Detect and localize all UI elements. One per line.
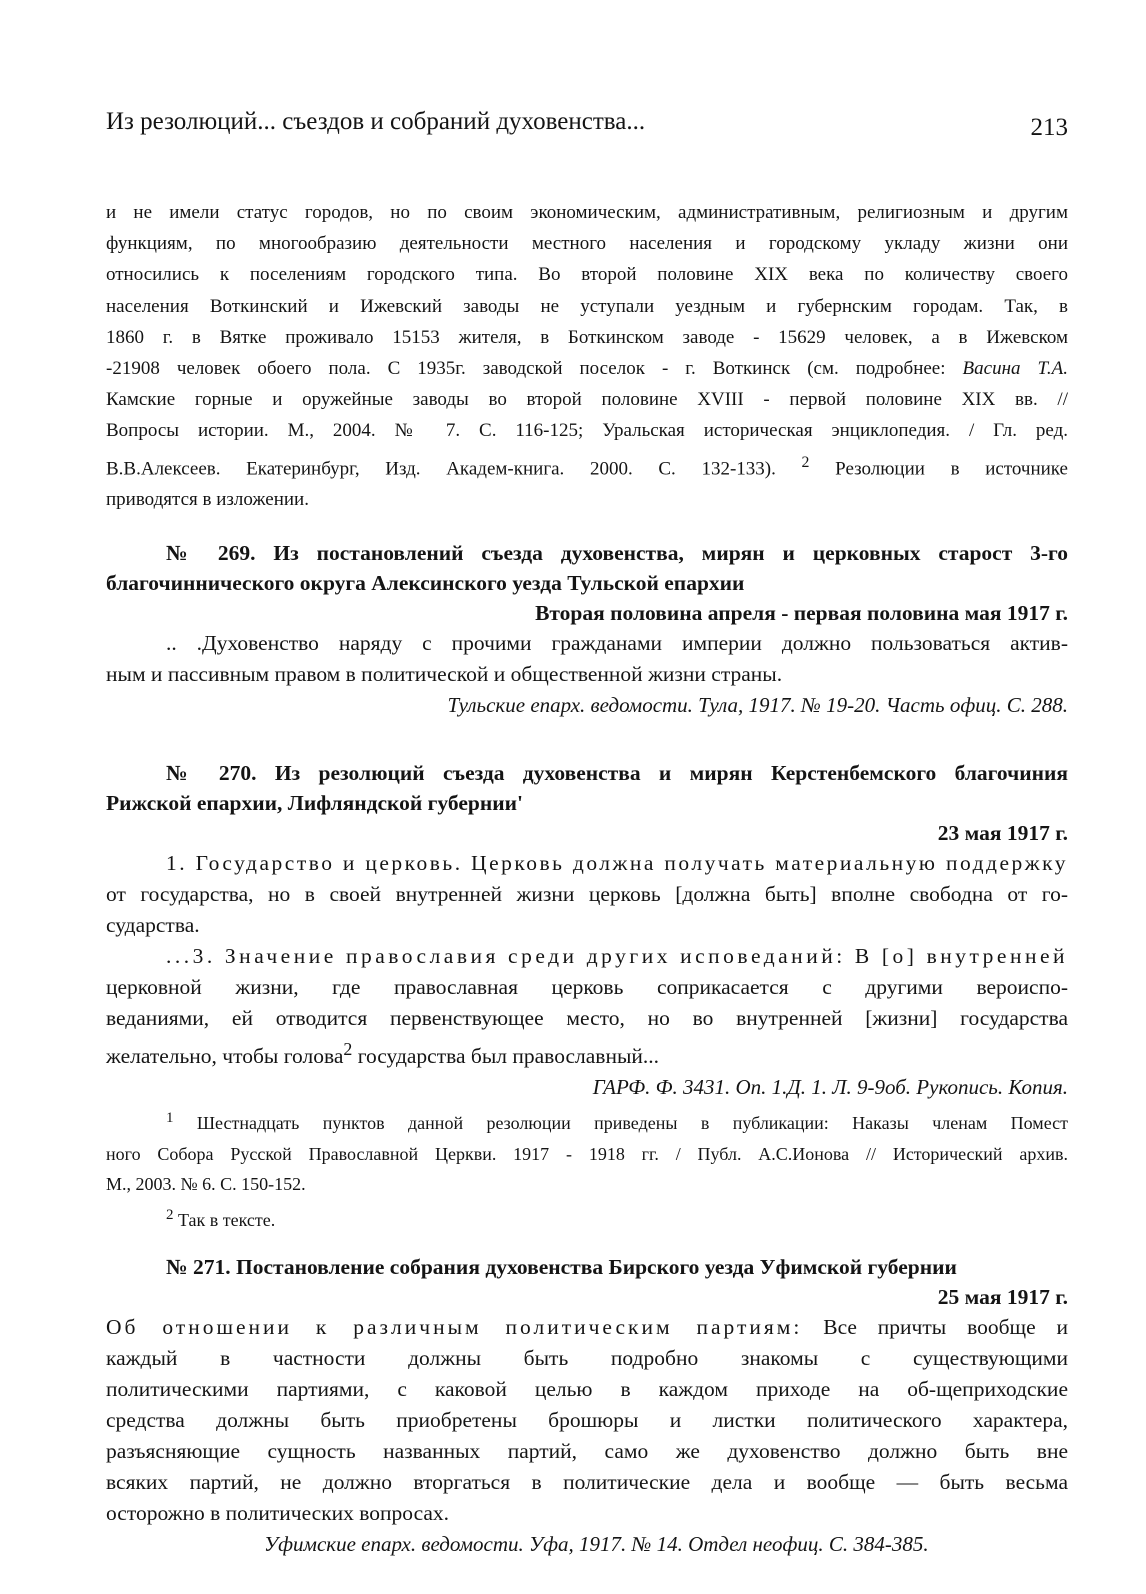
heading-line: Рижской епархии, Лифляндской губернии' — [106, 791, 523, 815]
text-line: 1860 г. в Вятке проживало 15153 жителя, в Боткинском заводе - 15629 человек, а в Ижевском — [106, 326, 1068, 348]
footnote-text: Шестнадцать пунктов данной резолюции приведены в публикации: Наказы членам Помест — [173, 1113, 1068, 1134]
footnote-marker: 2 — [801, 453, 810, 471]
document-body — [106, 848, 1068, 1072]
footnote-line: М., 2003. № 6. С. 150-152. — [106, 1174, 306, 1195]
text-line: Вопросы истории. М., 2004. № 7. С. 116-125; Уральская историческая энциклопедия. / Гл. ред. — [106, 420, 1068, 442]
text-line: функциям, по многообразию деятельности местного населения и городскому укладу жизни они — [106, 233, 1068, 255]
footnote-line — [106, 1200, 1068, 1236]
document-heading — [106, 1252, 1068, 1312]
heading-line: № 270. Из резолюций съезда духовенства и мирян Керстенбемского благочиния — [166, 761, 1068, 785]
body-line: ...3. Значение православия среди других исповеданий: В [о] внутренней — [166, 944, 1068, 968]
body-line: ным и пассивным правом в политической и общественной жизни страны. — [106, 662, 783, 686]
text-line: Камские горные и оружейные заводы во второй половине XVIII - первой половине XIX вв. // — [106, 389, 1068, 411]
footnote-line: ного Собора Русской Православной Церкви. 1917 - 1918 гг. / Публ. А.С.Ионова // Исторический архив. — [106, 1143, 1068, 1164]
text-line — [106, 353, 1068, 384]
body-line: политическими партиями, с каковой целью в каждом приходе на об-щеприходские — [106, 1377, 1068, 1401]
body-line: каждый в частности должны быть подробно знакомы с существующими — [106, 1346, 1068, 1370]
document-heading — [106, 538, 1068, 628]
body-line — [106, 1312, 1068, 1343]
text-run: В.В.Алексеев. Екатеринбург, Изд. Академ-книга. 2000. С. 132-133). — [106, 457, 802, 479]
document-heading — [106, 758, 1068, 848]
text-run: -21908 человек обоего пола. С 1935г. заводской поселок - г. Воткинск (см. подробнее: — [106, 358, 963, 380]
text-line: приводятся в изложении. — [106, 489, 309, 511]
body-line: разъясняющие сущность названных партий, само же духовенство должно быть вне — [106, 1439, 1068, 1463]
document-270 — [106, 758, 1068, 1235]
source-citation: ГАРФ. Ф. 3431. Оп. 1.Д. 1. Л. 9-9об. Рукопись. Копия. — [592, 1075, 1068, 1100]
document-271 — [106, 1252, 1068, 1560]
document-date: 23 мая 1917 г. — [937, 821, 1068, 845]
source-citation: Уфимские епарх. ведомости. Уфа, 1917. № 14. Отдел неофиц. С. 384-385. — [264, 1532, 929, 1556]
footnote-text: Так в тексте. — [173, 1209, 276, 1230]
footnote-marker: 1 — [166, 1110, 174, 1127]
section-title: Об отношении к различным политическим партиям: — [106, 1315, 803, 1339]
body-line: от государства, но в своей внутренней жизни церковь [должна быть] вполне свободна от го- — [106, 882, 1068, 906]
document-body — [106, 628, 1068, 690]
footnote-line — [106, 1103, 1068, 1139]
footnote-marker: 2 — [343, 1039, 353, 1059]
text-line: относились к поселениям городского типа. Во второй половине XIX века по количеству своего — [106, 264, 1068, 286]
heading-line: благочиннического округа Алексинского уезда Тульской епархии — [106, 571, 745, 595]
body-line: .. .Духовенство наряду с прочими гражданами империи должно пользоваться актив- — [166, 631, 1068, 655]
body-line: сударства. — [106, 913, 200, 937]
text-run: Резолюции в источнике — [809, 457, 1068, 479]
body-line: всяких партий, не должно вторгаться в политические дела и вообще — быть весьма — [106, 1470, 1068, 1494]
text-run: желательно, чтобы голова — [106, 1044, 344, 1069]
text-run: Все причты вообще и — [802, 1315, 1068, 1339]
text-line: и не имели статус городов, но по своим экономическим, административным, религиозным и другим — [106, 202, 1068, 223]
body-line: средства должны быть приобретены брошюры и листки политического характера, — [106, 1408, 1068, 1432]
body-line: осторожно в политических вопросах. — [106, 1501, 450, 1525]
footnote-marker: 2 — [166, 1206, 174, 1223]
heading-line: № 269. Из постановлений съезда духовенства, мирян и церковных старост 3-го — [166, 541, 1068, 565]
text-line: населения Воткинский и Ижевский заводы не уступали уездным и губернским городам. Так, в — [106, 295, 1068, 317]
running-title: Из резолюций... съездов и собраний духовенства... — [106, 108, 646, 135]
body-line: церковной жизни, где православная церковь соприкасается с другими вероиспо- — [106, 975, 1068, 999]
body-line: 1. Государство и церковь. Церковь должна получать материальную поддержку — [166, 851, 1068, 875]
body-line — [106, 1034, 1068, 1072]
document-footnotes — [106, 1103, 1068, 1235]
document-body — [106, 1312, 1068, 1529]
page-header — [106, 108, 1068, 148]
author-name: Васина Т.А. — [962, 358, 1068, 380]
source-citation: Тульские епарх. ведомости. Тула, 1917. № 19-20. Часть офиц. С. 288. — [447, 693, 1068, 717]
text-line — [106, 447, 1068, 485]
document-date: Вторая половина апреля - первая половина мая 1917 г. — [535, 601, 1068, 625]
text-run: государства был православный... — [352, 1044, 660, 1069]
footnote-continuation — [106, 197, 1068, 515]
document-269 — [106, 538, 1068, 721]
heading-line: № 271. Постановление собрания духовенства Бирского уезда Уфимской губернии — [166, 1255, 957, 1279]
page-number: 213 — [1030, 114, 1068, 141]
document-date: 25 мая 1917 г. — [937, 1285, 1068, 1309]
body-line: веданиями, ей отводится первенствующее место, но во внутренней [жизни] государства — [106, 1006, 1068, 1030]
